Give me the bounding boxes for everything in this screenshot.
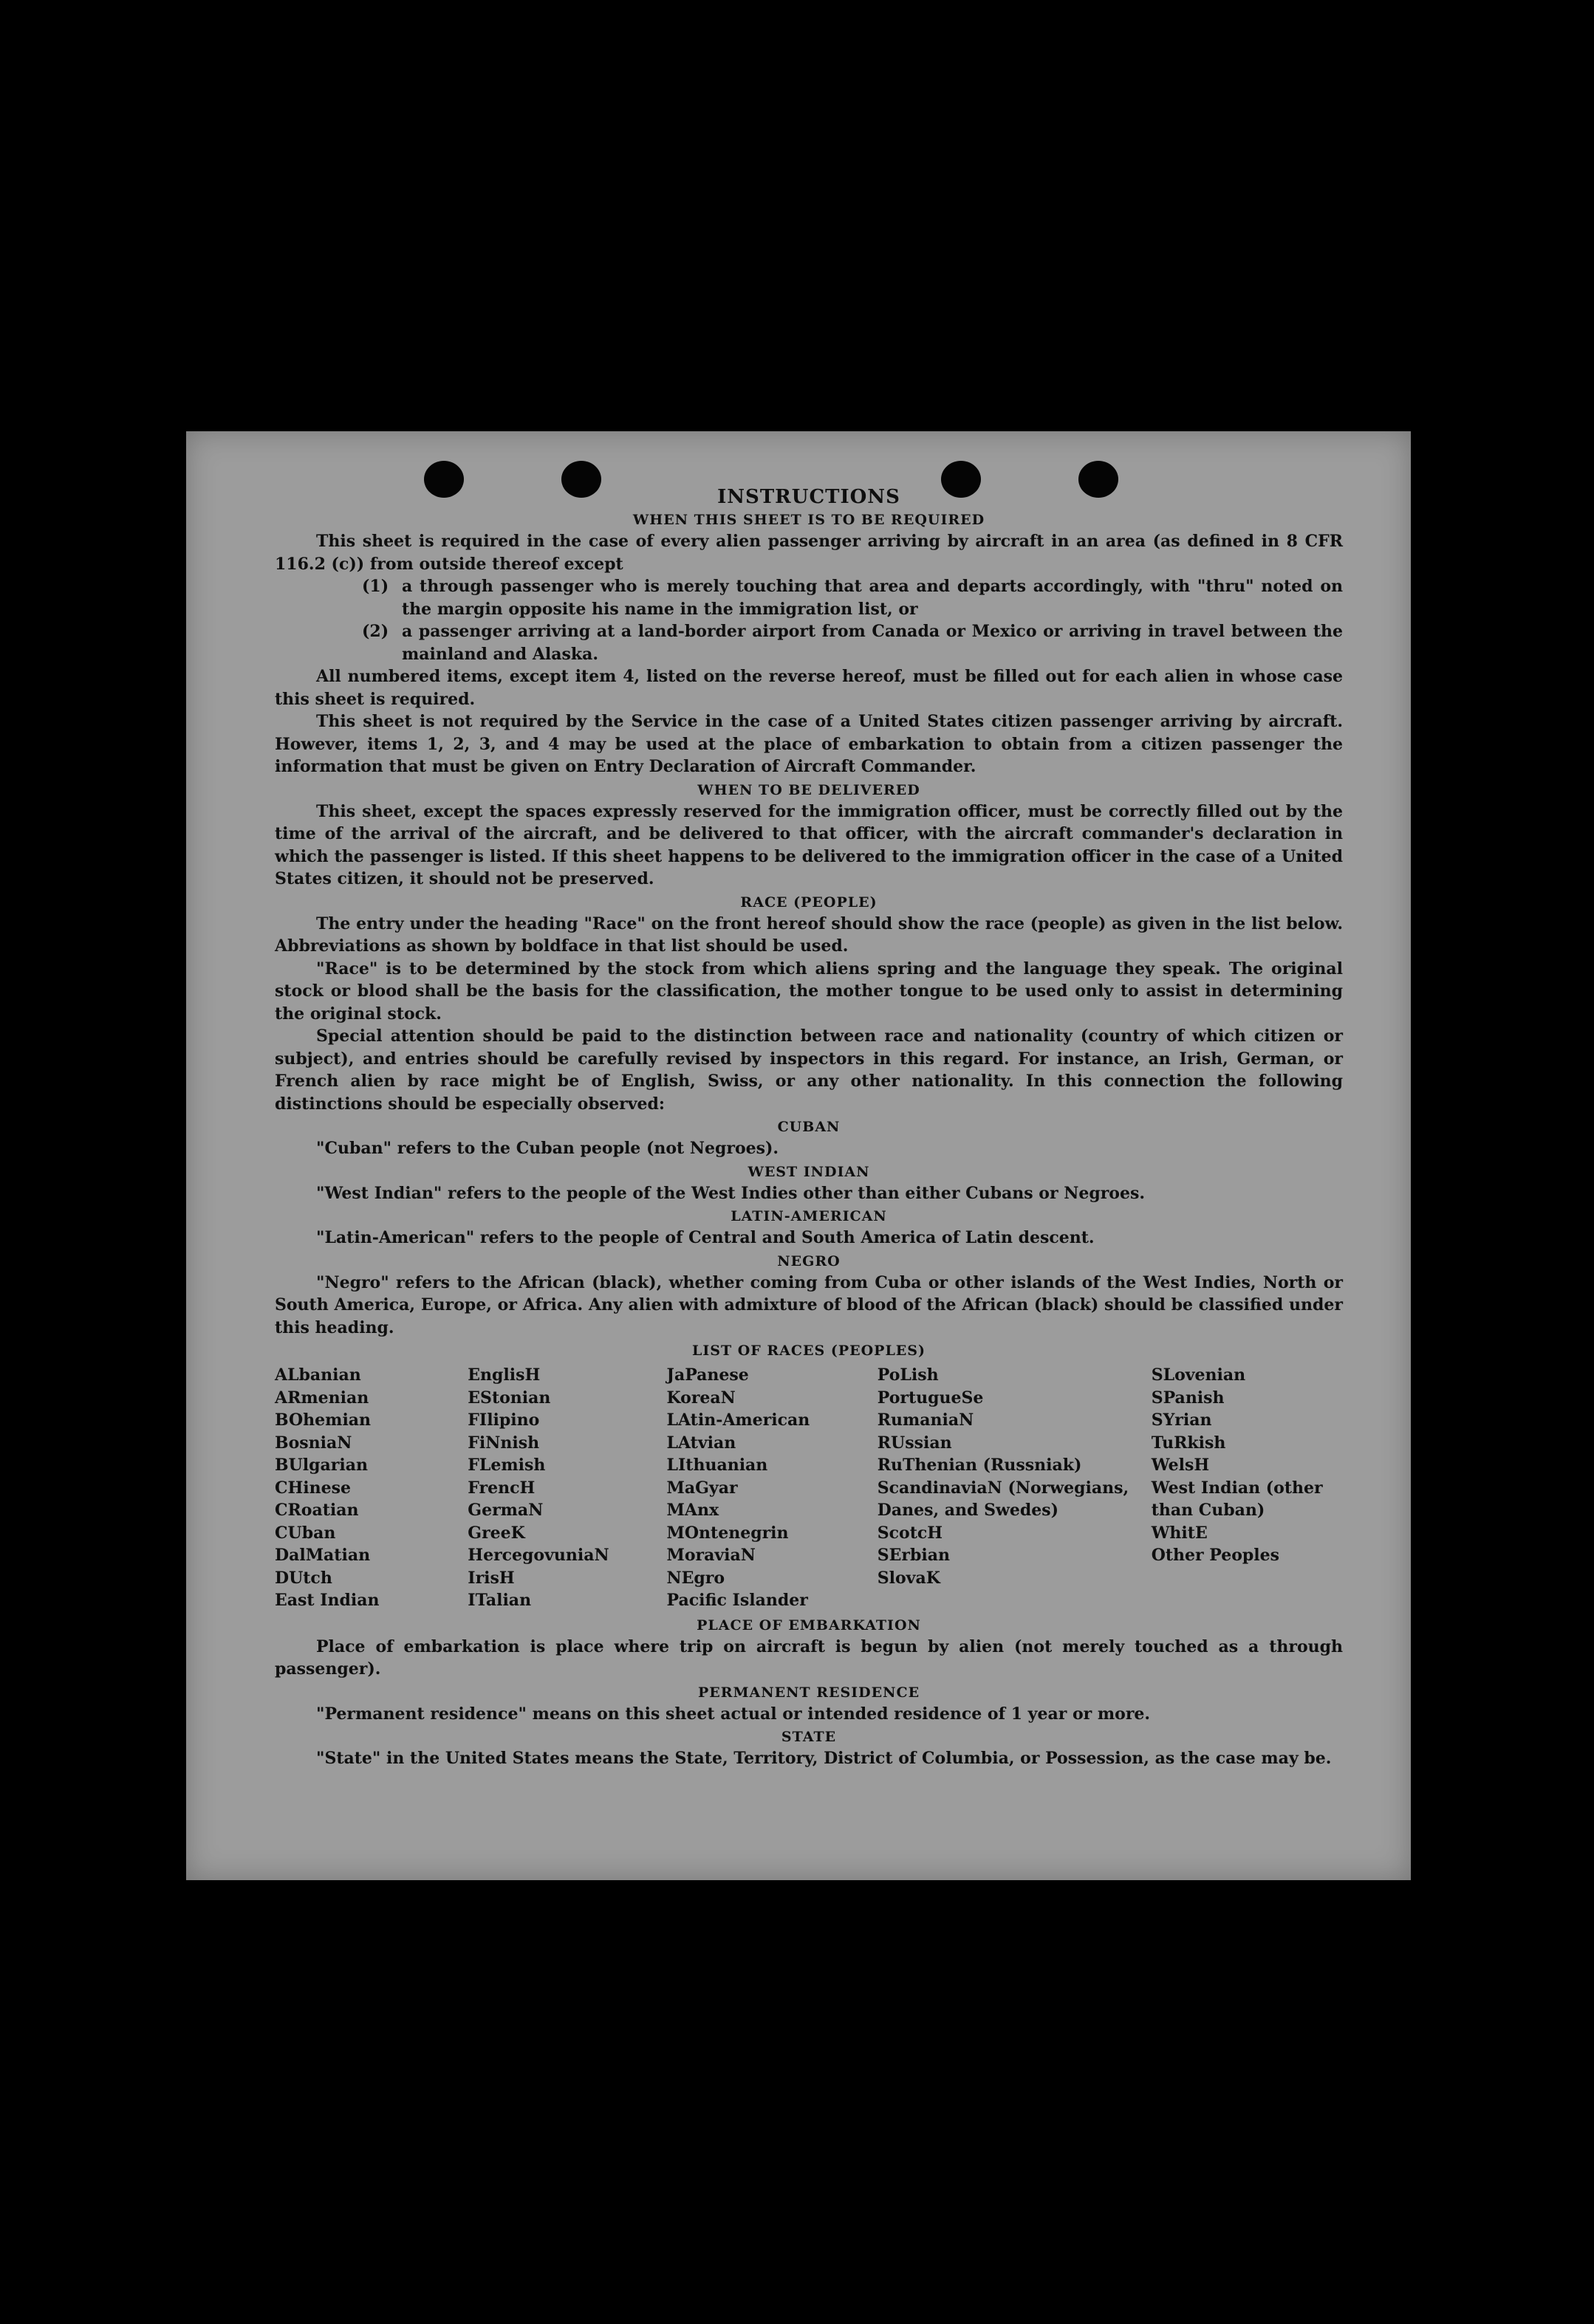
race-item: BosniaN <box>275 1433 352 1453</box>
race-item: EnglisH <box>468 1365 541 1385</box>
race-item: NEgro <box>666 1568 725 1588</box>
race-item: CUban <box>275 1523 336 1543</box>
section-heading: RACE (PEOPLE) <box>740 894 878 911</box>
race-item: Pacific Islander <box>666 1591 808 1610</box>
races-list <box>275 1364 1343 1612</box>
race-item: BOhemian <box>275 1410 372 1430</box>
paragraph: "West Indian" refers to the people of the West Indies other than either Cubans or Negroes. <box>316 1183 1146 1203</box>
paragraph: "Negro" refers to the African (black), whether coming from Cuba or other islands of the West Indies, North or South America, Europe, or Africa. Any alien with admixture of blood of the African (black) should be classified under this heading. <box>275 1272 1343 1337</box>
list-item <box>275 620 1343 665</box>
races-column <box>667 1364 878 1612</box>
race-item: ALbanian <box>275 1365 361 1385</box>
section-heading: LIST OF RACES (PEOPLES) <box>692 1343 926 1359</box>
punch-hole <box>424 461 464 498</box>
race-item: TuRkish <box>1151 1433 1226 1453</box>
section-heading: STATE <box>781 1729 837 1745</box>
race-item: RUssian <box>877 1433 952 1453</box>
race-item: West Indian (other than Cuban) <box>1151 1478 1323 1520</box>
section-heading: PERMANENT RESIDENCE <box>697 1684 920 1701</box>
race-item: FrencH <box>468 1478 536 1498</box>
paragraph: All numbered items, except item 4, listed on the reverse hereof, must be filled out for each alien in whose case this sheet is required. <box>275 667 1343 709</box>
paragraph: The entry under the heading "Race" on the front hereof should show the race (people) as given in the list below. Abbreviations as shown by boldface in that list should be used. <box>275 914 1343 956</box>
item-text: a passenger arriving at a land-border airport from Canada or Mexico or arriving in travel between the mainland and Alaska. <box>402 622 1343 664</box>
races-column <box>468 1364 666 1612</box>
race-item: KoreaN <box>666 1388 736 1408</box>
race-item: CHinese <box>275 1478 352 1498</box>
race-item: RumaniaN <box>877 1410 974 1430</box>
race-item: DUtch <box>275 1568 332 1588</box>
race-item: WhitE <box>1151 1523 1208 1543</box>
race-item: ScandinaviaN (Norwegians, Danes, and Swedes) <box>877 1478 1129 1520</box>
race-item: BUlgarian <box>275 1456 368 1475</box>
section-heading: WHEN TO BE DELIVERED <box>697 781 920 798</box>
paragraph: "Race" is to be determined by the stock from which aliens spring and the language they speak. The original stock or blood shall be the basis for the classification, the mother tongue to be used only to assist in determining the original stock. <box>275 959 1343 1024</box>
race-item: LAtin-American <box>666 1410 810 1430</box>
item-number: (2) <box>362 622 389 641</box>
paragraph: Special attention should be paid to the distinction between race and nationality (country of which citizen or subject), and entries should be carefully revised by inspectors in this regard. For instance, an Irish, German, or French alien by race might be of English, Swiss, or any other nationality. In this connection the following distinctions should be especially observed: <box>275 1026 1343 1114</box>
race-item: EStonian <box>468 1388 551 1408</box>
races-column <box>1152 1364 1343 1612</box>
race-item: MOntenegrin <box>666 1523 789 1543</box>
paragraph: "State" in the United States means the State, Territory, District of Columbia, or Possession, as the case may be. <box>316 1749 1332 1768</box>
section-heading: CUBAN <box>777 1119 841 1135</box>
paragraph: This sheet is not required by the Service in the case of a United States citizen passenger arriving by aircraft. However, items 1, 2, 3, and 4 may be used at the place of embarkation to obtain from a citizen passenger the information that must be given on Entry Declaration of Aircraft Commander. <box>275 712 1343 776</box>
race-item: PortugueSe <box>877 1388 984 1408</box>
race-item: IrisH <box>468 1568 515 1588</box>
race-item: MaGyar <box>666 1478 738 1498</box>
race-item: MAnx <box>666 1501 719 1520</box>
punch-hole <box>941 461 981 498</box>
race-item: East Indian <box>275 1591 380 1610</box>
race-item: PoLish <box>877 1365 939 1385</box>
race-item: CRoatian <box>275 1501 359 1520</box>
list-item <box>275 575 1343 620</box>
paragraph: Place of embarkation is place where trip on aircraft is begun by alien (not merely touched as a through passenger). <box>275 1636 1343 1679</box>
race-item: SPanish <box>1151 1388 1225 1408</box>
race-item: FIlipino <box>468 1410 540 1430</box>
race-item: WelsH <box>1151 1456 1210 1475</box>
races-column <box>878 1364 1152 1612</box>
race-item: ITalian <box>468 1591 532 1610</box>
race-item: ARmenian <box>275 1388 369 1408</box>
race-item: SErbian <box>877 1546 950 1565</box>
punch-hole <box>561 461 601 498</box>
section-heading: PLACE OF EMBARKATION <box>697 1617 921 1634</box>
section-heading: WEST INDIAN <box>748 1163 870 1180</box>
section-heading: NEGRO <box>777 1252 841 1269</box>
race-item: SYrian <box>1151 1410 1212 1430</box>
item-number: (1) <box>362 577 389 596</box>
section-heading: LATIN-AMERICAN <box>731 1208 887 1224</box>
race-item: JaPanese <box>666 1365 749 1385</box>
race-item: SlovaK <box>877 1568 940 1588</box>
paragraph: "Cuban" refers to the Cuban people (not Negroes). <box>316 1139 779 1158</box>
race-item: RuThenian (Russniak) <box>877 1456 1082 1475</box>
race-item: GermaN <box>468 1501 544 1520</box>
race-item: FLemish <box>468 1456 546 1475</box>
race-item: ScotcH <box>877 1523 943 1543</box>
races-column <box>275 1364 468 1612</box>
paragraph: This sheet, except the spaces expressly reserved for the immigration officer, must be correctly filled out by the time of the arrival of the aircraft, and be delivered to that officer, with the aircraft commander's declaration in which the passenger is listed. If this sheet happens to be delivered to the immigration officer in the case of a United States citizen, it should not be preserved. <box>275 801 1343 888</box>
punch-hole <box>1078 461 1118 498</box>
paragraph: This sheet is required in the case of every alien passenger arriving by aircraft in an area (as defined in 8 CFR 116.2 (c)) from outside thereof except <box>275 532 1343 574</box>
paragraph: "Permanent residence" means on this sheet actual or intended residence of 1 year or more. <box>316 1704 1151 1724</box>
race-item: LAtvian <box>666 1433 736 1453</box>
race-item: Other Peoples <box>1151 1546 1280 1565</box>
item-text: a through passenger who is merely touching that area and departs accordingly, with "thru" noted on the margin opposite his name in the immigration list, or <box>402 577 1343 619</box>
race-item: GreeK <box>468 1523 525 1543</box>
paragraph: "Latin-American" refers to the people of Central and South America of Latin descent. <box>316 1228 1095 1247</box>
race-item: HercegovuniaN <box>468 1546 609 1565</box>
instruction-sheet <box>186 431 1411 1880</box>
section-heading: WHEN THIS SHEET IS TO BE REQUIRED <box>632 512 985 528</box>
race-item: FiNnish <box>468 1433 540 1453</box>
page-title: INSTRUCTIONS <box>717 486 900 508</box>
race-item: MoraviaN <box>666 1546 756 1565</box>
race-item: DalMatian <box>275 1546 371 1565</box>
race-item: SLovenian <box>1151 1365 1246 1385</box>
race-item: LIthuanian <box>666 1456 768 1475</box>
